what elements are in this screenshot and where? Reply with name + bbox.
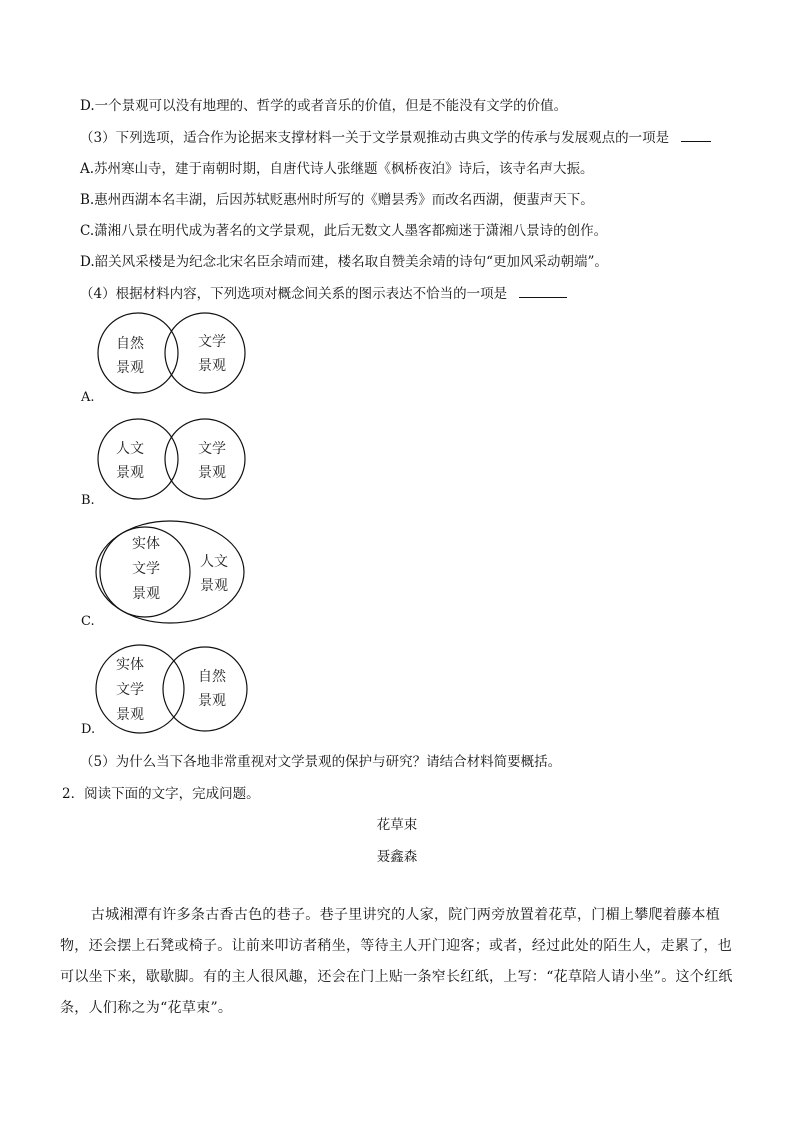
venn-b-left-line1: 人文 [116,441,144,457]
option-a-label[interactable]: A. [81,390,95,405]
venn-c-inner-line2: 文学 [132,561,160,577]
q4-stem [80,282,567,302]
venn-a-right-circle [165,313,245,393]
q4-stem-text: （4）根据材料内容，下列选项对概念间关系的图示表达不恰当的一项是 [80,286,508,302]
venn-d-right-line2: 景观 [198,693,226,709]
venn-c-outer-line1: 人文 [200,554,228,570]
q3-stem-text: （3）下列选项，适合作为论据来支撑材料一关于文学景观推动古典文学的传承与发展观点的一项是 [80,130,670,146]
q3-option-b: B.惠州西湖本名丰湖，后因苏轼贬惠州时所写的《赠昙秀》而改名西湖，便蜚声天下。 [80,192,594,208]
q3-stem [80,126,711,146]
q3-option-a: A.苏州寒山寺，建于南朝时期，自唐代诗人张继题《枫桥夜泊》诗后，该寺名声大振。 [80,161,594,177]
venn-d-left-line1: 实体 [116,657,144,673]
venn-b-right-line2: 景观 [198,465,226,481]
venn-a-left-line1: 自然 [116,336,144,352]
q3-option-d: D.韶关风采楼是为纪念北宋名臣余靖而建，楼名取自赞美余靖的诗句“更加风采动朝端”。 [80,254,608,270]
venn-c-outer-line2: 景观 [200,578,228,594]
venn-d-right-circle [163,647,247,731]
venn-b-right-line1: 文学 [198,441,226,457]
venn-diagram-d [90,641,260,737]
article-title: 花草束 [376,817,418,833]
venn-diagram-a [90,308,260,398]
venn-c-inner-line1: 实体 [132,536,160,552]
venn-b-left-line2: 景观 [116,465,144,481]
option-c-label[interactable]: C. [81,614,95,629]
venn-diagram-b [90,413,260,503]
venn-b-right-circle [165,419,245,499]
venn-a-right-line2: 景观 [198,358,226,374]
venn-d-left-line2: 文学 [116,682,144,698]
q4-answer-blank[interactable] [519,283,567,298]
venn-b-left-circle [98,419,178,499]
venn-c-inner-line3: 景观 [132,586,160,602]
q3-option-c: C.潇湘八景在明代成为著名的文学景观，此后无数文人墨客都痴迷于潇湘八景诗的创作。 [80,223,608,239]
q2-stem: 2．阅读下面的文字，完成问题。 [62,786,260,802]
venn-diagram-c [90,518,260,628]
article-paragraph: 古城湘潭有许多条古香古色的巷子。巷子里讲究的人家，院门两旁放置着花草，门楣上攀爬着藤本植物，还会摆上石凳或椅子。让前来叩访者稍坐，等待主人开门迎客；或者，经过此处的陌生人，走累了，也可以坐下来，歇歇脚。有的主人很风趣，还会在门上贴一条窄长红纸，上写：“花草陪人请小坐”。这个红纸条，人们称之为“花草束”。 [60,907,733,1016]
option-b-label[interactable]: B. [81,493,95,508]
q1-option-d: D.一个景观可以没有地理的、哲学的或者音乐的价值，但是不能没有文学的价值。 [80,98,568,114]
venn-a-right-line1: 文学 [198,334,226,350]
q3-answer-blank[interactable] [681,127,711,142]
venn-d-right-line1: 自然 [198,669,226,685]
venn-a-left-line2: 景观 [116,360,144,376]
option-d-label[interactable]: D. [81,722,96,737]
q5-stem: （5）为什么当下各地非常重视对文学景观的保护与研究？请结合材料简要概括。 [80,754,562,770]
article-author: 聂鑫森 [376,849,418,865]
venn-a-left-circle [98,313,178,393]
venn-d-left-line3: 景观 [116,707,144,723]
